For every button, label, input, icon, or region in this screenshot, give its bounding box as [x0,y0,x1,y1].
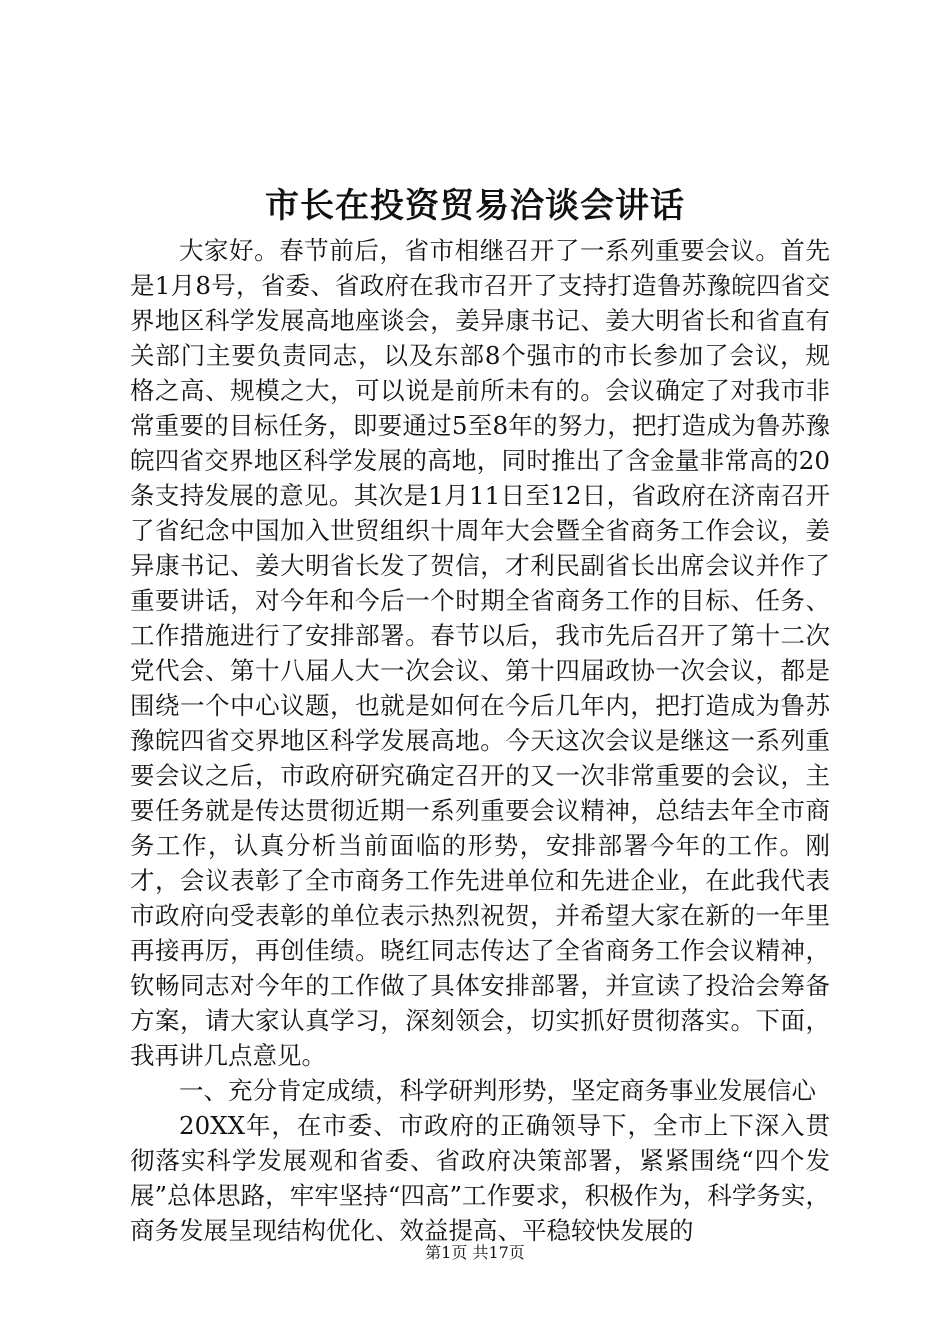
page-footer: 第1页 共17页 [425,1243,525,1262]
section-heading-1: 一、充分肯定成绩，科学研判形势，坚定商务事业发展信心 [179,1076,816,1105]
document-title: 市长在投资贸易洽谈会讲话 [265,186,685,226]
paragraph-intro: 大家好。春节前后，省市相继召开了一系列重要会议。首先是1月8号，省委、省政府在我市召开了支持打造鲁苏豫皖四省交界地区科学发展高地座谈会，姜异康书记、姜大明省长和省直有关部门主要负责同志，以及东部8个强市的市长参加了会议，规格之高、规模之大，可以说是前所未有的。会议确定了对我市非常重要的目标任务，即要通过5至8年的努力，把打造成为鲁苏豫皖四省交界地区科学发展的高地，同时推出了含金量非常高的20条支持发展的意见。其次是1月11日至12日，省政府在济南召开了省纪念中国加入世贸组织十周年大会暨全省商务工作会议，姜异康书记、姜大明省长发了贺信，才利民副省长出席会议并作了重要讲话，对今年和今后一个时期全省商务工作的目标、任务、工作措施进行了安排部署。春节以后，我市先后召开了第十二次党代会、第十八届人大一次会议、第十四届政协一次会议，都是围绕一个中心议题，也就是如何在今后几年内，把打造成为鲁苏豫皖四省交界地区科学发展高地。今天这次会议是继这一系列重要会议之后，市政府研究确定召开的又一次非常重要的会议，主要任务就是传达贯彻近期一系列重要会议精神，总结去年全市商务工作，认真分析当前面临的形势，安排部署今年的工作。刚才，会议表彰了全市商务工作先进单位和先进企业，在此我代表市政府向受表彰的单位表示热烈祝贺，并希望大家在新的一年里再接再厉，再创佳绩。晓红同志传达了全省商务工作会议精神，钦畅同志对今年的工作做了具体安排部署，并宣读了投洽会筹备方案，请大家认真学习，深刻领会，切实抓好贯彻落实。下面，我再讲几点意见。 [130,236,830,1070]
document-body [130,233,830,1248]
paragraph-section-1: 20XX年，在市委、市政府的正确领导下，全市上下深入贯彻落实科学发展观和省委、省政府决策部署，紧紧围绕“四个发展”总体思路，牢牢坚持“四高”工作要求，积极作为，科学务实，商务发展呈现结构优化、效益提高、平稳较快发展的 [130,1111,830,1245]
